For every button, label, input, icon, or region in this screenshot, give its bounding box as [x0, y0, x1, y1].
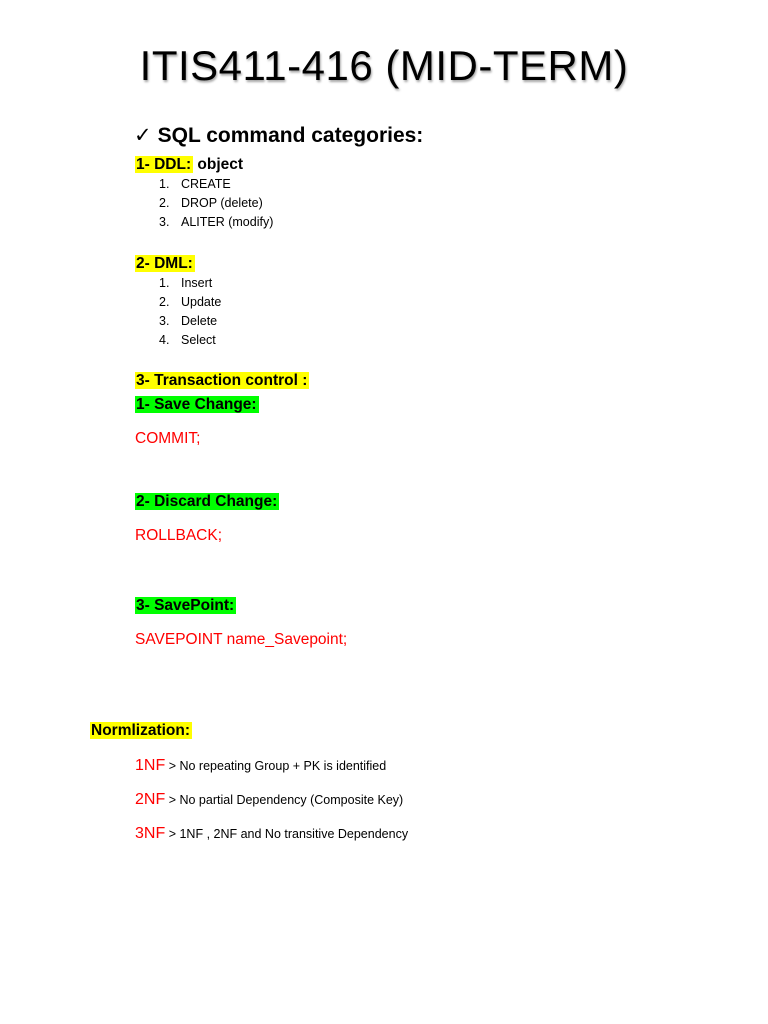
discard-change-heading [135, 492, 279, 512]
nf-item-1nf: 1NF > No repeating Group + PK is identified [135, 757, 387, 774]
savepoint-heading [135, 596, 236, 616]
nf-item-2nf: 2NF > No partial Dependency (Composite Key) [135, 791, 404, 808]
list-item: 3. Delete [159, 314, 218, 328]
save-change-heading [135, 395, 259, 415]
list-item: 2. DROP (delete) [159, 196, 263, 210]
dml-list [159, 274, 221, 350]
ddl-label: 1- DDL: [136, 156, 192, 173]
ddl-heading [135, 155, 243, 175]
list-item: 1. Insert [159, 276, 213, 290]
rollback-code: ROLLBACK; [135, 527, 223, 544]
ddl-list [159, 175, 273, 232]
list-item: 3. ALITER (modify) [159, 215, 274, 229]
transaction-label: 3- Transaction control : [136, 372, 308, 389]
nf-item-3nf: 3NF > 1NF , 2NF and No transitive Dependency [135, 825, 409, 842]
discard-change-label: 2- Discard Change: [136, 493, 278, 510]
dml-label: 2- DML: [136, 255, 193, 272]
normalization-heading [90, 721, 192, 741]
list-item: 4. Select [159, 333, 216, 347]
ddl-suffix: object [197, 156, 244, 173]
categories-heading [134, 122, 423, 150]
savepoint-code: SAVEPOINT name_Savepoint; [135, 631, 348, 648]
categories-heading-text: SQL command categories: [157, 124, 424, 147]
commit-code: COMMIT; [135, 430, 201, 447]
savepoint-label: 3- SavePoint: [136, 597, 235, 614]
transaction-heading [135, 371, 309, 391]
save-change-label: 1- Save Change: [136, 396, 257, 413]
checkmark-icon: ✓ [134, 124, 152, 147]
list-item: 1. CREATE [159, 177, 231, 191]
normalization-label: Normlization: [91, 722, 191, 739]
page-title: ITIS411-416 (MID-TERM) [139, 42, 629, 89]
list-item: 2. Update [159, 295, 222, 309]
dml-heading [135, 254, 195, 274]
